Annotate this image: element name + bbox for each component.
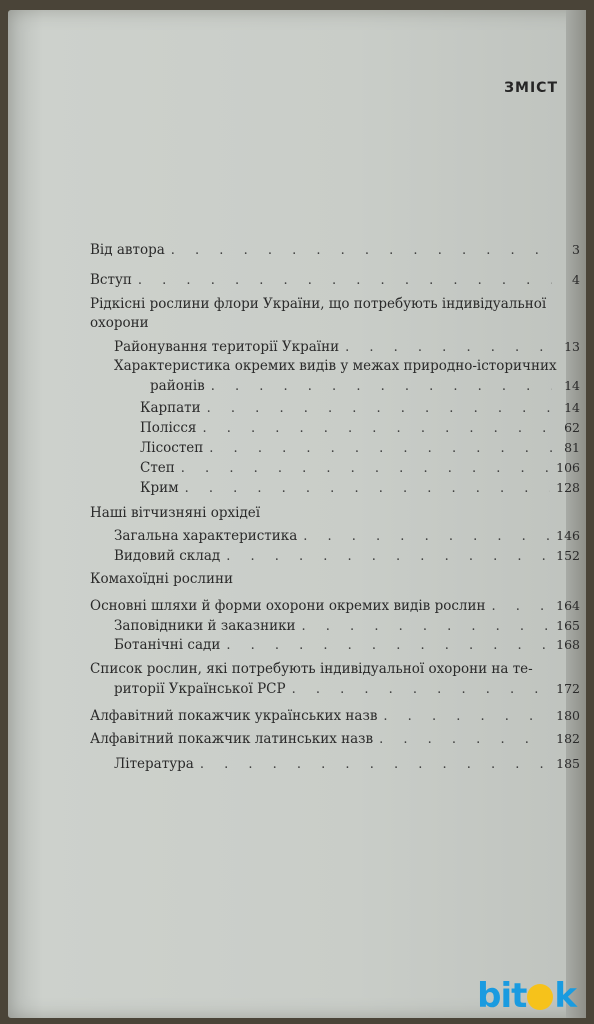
toc-page-number: 62 (564, 420, 580, 435)
toc-entry-title: Список рослин, які потребують індивідуальної охорони на те- (90, 661, 533, 677)
toc-entry-title: Загальна характеристика (114, 528, 298, 544)
leader-dots (202, 419, 552, 438)
toc-page-number: 128 (556, 480, 580, 495)
leader-dots (207, 399, 552, 418)
toc-entry-title: Основні шляхи й форми охорони окремих видів рослин (90, 598, 486, 614)
toc-page-number: 164 (556, 598, 580, 613)
toc-entry-title: Степ (140, 460, 175, 476)
toc-entry-zoning (90, 337, 580, 357)
leader-dots (138, 271, 552, 290)
toc-entry-title: Заповідники й заказники (114, 618, 296, 634)
leader-dots (345, 338, 552, 357)
toc-entry-steppe (90, 458, 580, 478)
watermark-text-end: k (554, 976, 576, 1016)
toc-entry-literature (90, 754, 580, 774)
toc-page-number: 106 (556, 460, 580, 475)
toc-entry-polissia (90, 418, 580, 438)
toc-entry-forest-steppe (90, 438, 580, 458)
toc-entry-orchids (90, 504, 580, 523)
toc-page-number: 81 (564, 440, 580, 455)
toc-entry-title: Комахоїдні рослини (90, 571, 234, 587)
toc-page-number: 14 (564, 378, 580, 393)
toc-entry-introduction (90, 270, 580, 290)
leader-dots (379, 730, 550, 749)
toc-entry-reserves (90, 616, 580, 636)
toc-entry-species-characteristics (90, 357, 580, 396)
toc-entry-title: Література (114, 756, 194, 772)
toc-entry-plant-list (90, 660, 580, 699)
leader-dots (491, 597, 550, 616)
toc-entry-protection-ways (90, 596, 580, 616)
toc-entry-ukrainian-index (90, 706, 580, 726)
toc-page-number: 172 (556, 681, 580, 696)
toc-entry-title: Видовий склад (114, 548, 221, 564)
leader-dots (211, 377, 552, 396)
leader-dots (303, 527, 550, 546)
leader-dots (181, 459, 550, 478)
leader-dots (185, 479, 551, 498)
toc-page-number: 13 (564, 339, 580, 354)
toc-entry-rare-plants (90, 295, 580, 333)
toc-entry-title: Наші вітчизняні орхідеї (90, 505, 261, 521)
toc-page-number: 165 (556, 618, 580, 633)
toc-entry-title-continued: районів (150, 378, 205, 394)
watermark-text-start: bit (477, 976, 527, 1016)
leader-dots (171, 241, 552, 260)
toc-page-number: 185 (556, 756, 580, 771)
toc-entry-title-continued: охорони (90, 315, 149, 331)
toc-entry-title: Районування території України (114, 339, 340, 355)
toc-page-number: 14 (564, 400, 580, 415)
toc-page-number: 4 (572, 272, 580, 287)
toc-entry-crimea (90, 478, 580, 498)
toc-entry-species-composition (90, 546, 580, 566)
book-page (8, 10, 586, 1018)
toc-entry-insectivorous-plants (90, 570, 580, 589)
toc-entry-title: Алфавітний покажчик латинських назв (90, 731, 374, 747)
toc-page-number: 168 (556, 637, 580, 652)
toc-page-number: 3 (572, 242, 580, 257)
toc-entry-title: Алфавітний покажчик українських назв (90, 708, 378, 724)
toc-entry-title-continued: риторії Української РСР (114, 681, 286, 697)
toc-entry-latin-index (90, 729, 580, 749)
toc-entry-general-characteristics (90, 526, 580, 546)
page-title: ЗМІСТ (504, 80, 558, 96)
toc-entry-title: Характеристика окремих видів у межах природно-історичних (114, 358, 557, 374)
coin-icon (527, 984, 553, 1010)
toc-entry-botanical-gardens (90, 635, 580, 655)
toc-entry-from-author (90, 240, 580, 260)
leader-dots (302, 617, 551, 636)
leader-dots (200, 755, 550, 774)
toc-entry-title: Ботанічні сади (114, 637, 221, 653)
toc-page-number: 146 (556, 528, 580, 543)
toc-entry-title: Лісостеп (140, 440, 204, 456)
toc-entry-title: Рідкісні рослини флори України, що потребують індивідуальної (90, 296, 547, 312)
leader-dots (292, 680, 551, 699)
toc-entry-title: Вступ (90, 272, 132, 288)
bitok-watermark-logo (477, 976, 576, 1016)
toc-page-number: 182 (556, 731, 580, 746)
leader-dots (383, 707, 550, 726)
toc-entry-carpathians (90, 398, 580, 418)
toc-page-number: 180 (556, 708, 580, 723)
toc-entry-title: Крим (140, 480, 179, 496)
leader-dots (209, 439, 552, 458)
leader-dots (226, 547, 550, 566)
leader-dots (226, 636, 550, 655)
toc-entry-title: Від автора (90, 242, 165, 258)
toc-entry-title: Карпати (140, 400, 201, 416)
toc-page-number: 152 (556, 548, 580, 563)
toc-entry-title: Полісся (140, 420, 197, 436)
